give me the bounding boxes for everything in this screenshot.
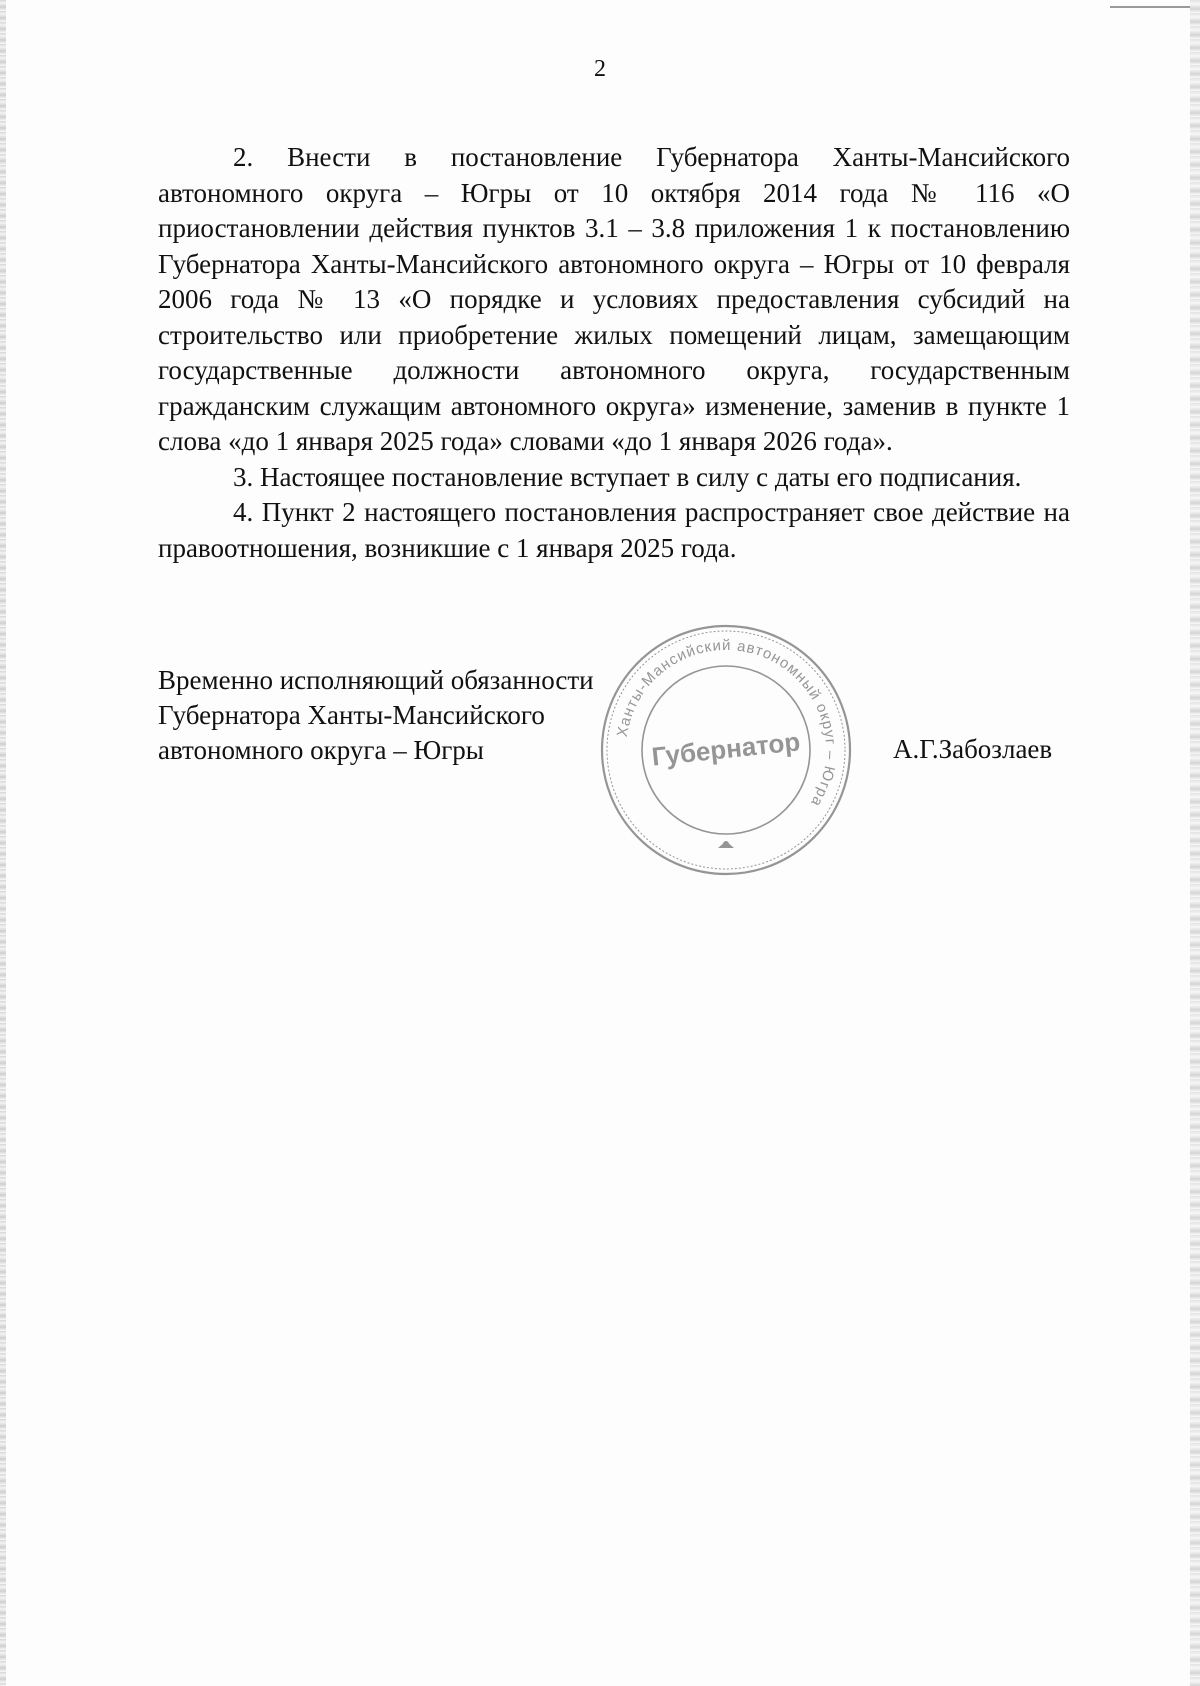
paragraph-2: 2. Внести в постановление Губернатора Ханты-Мансийского автономного округа – Югры от 10 октября 2014 года № 116 «О приостановлении действия пунктов 3.1 – 3.8 приложения 1 к постановлению Губернатора Ханты-Мансийского автономного округа – Югры от 10 февраля 2006 года № 13 «О порядке и условиях предоставления субсидий на строительство или приобретение жилых помещений лицам, замещающим государственные должности автономного округа, государственным гражданским служащим автономного округа» изменение, заменив в пункте 1 слова «до 1 января 2025 года» словами «до 1 января 2026 года». <box>158 142 1070 456</box>
paragraph-3: 3. Настоящее постановление вступает в силу с даты его подписания. <box>233 461 1022 492</box>
scan-edge-right <box>1190 0 1200 1686</box>
signatory-position-line: Временно исполняющий обязанности <box>158 665 594 695</box>
scan-edge-top-mark <box>1110 6 1190 8</box>
signatory-position-line: Губернатора Ханты-Мансийского <box>158 700 545 730</box>
official-seal-stamp <box>598 622 854 878</box>
page-number: 2 <box>594 56 606 82</box>
document-body <box>158 140 1070 566</box>
seal-center-text: Губернатор <box>650 726 802 772</box>
seal-emblem-icon <box>718 841 734 848</box>
seal-ring-text: Ханты-Мансийский автономный округ – Югра <box>613 636 840 811</box>
scan-edge-left <box>0 0 6 1686</box>
signatory-name: А.Г.Забозлаев <box>893 734 1053 764</box>
paragraph-4: 4. Пункт 2 настоящего постановления распространяет свое действие на правоотношения, возникшие с 1 января 2025 года. <box>158 497 1070 563</box>
signatory-position <box>158 663 594 768</box>
signatory-position-line: автономного округа – Югры <box>158 735 484 765</box>
